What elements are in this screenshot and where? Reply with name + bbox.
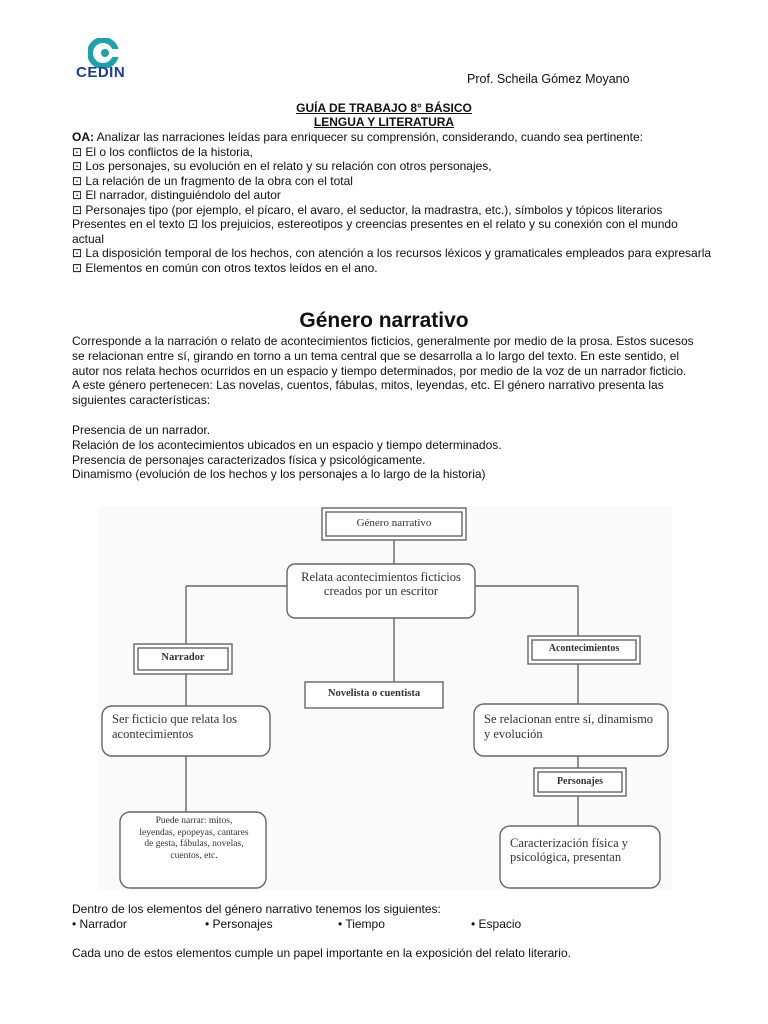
- bullet-glyph: ⊡: [72, 159, 83, 173]
- paragraph: A este género pertenecen: Las novelas, cuentos, fábulas, mitos, leyendas, etc. El género narrativo presenta las siguientes características:: [72, 378, 664, 408]
- cedin-logo: [76, 38, 140, 82]
- logo-text: CEDIN: [76, 64, 126, 81]
- oa-texto-a: Presentes en el texto: [72, 217, 189, 231]
- diagram-narrador: Narrador: [161, 652, 205, 663]
- diagram-puede-narrar: Puede narrar: mitos, leyendas, epopeyas, cantares de gesta, fábulas, novelas, cuentos, etc.: [139, 816, 249, 861]
- bullet-glyph: ⊡: [72, 202, 83, 217]
- subject-title: LENGUA Y LITERATURA: [313, 115, 455, 129]
- elements-section: [72, 902, 712, 933]
- element-item: • Personajes: [205, 917, 273, 931]
- concept-map: [98, 506, 672, 890]
- objectives-block: [72, 130, 712, 275]
- guide-title: GUÍA DE TRABAJO 8° BÁSICO: [296, 101, 472, 115]
- paragraph: Corresponde a la narración o relato de acontecimientos ficticios, generalmente por medio de la prosa. Estos sucesos se relacionan entre sí, girando en torno a un tema central que se desarrolla a lo largo del texto. En este sentido, el autor nos relata hechos ocurridos en un espacio y tiempo determinados, por medio de la voz de un narrador ficticio.: [72, 334, 694, 378]
- oa-item: Elementos en común con otros textos leídos en el ano.: [85, 260, 378, 275]
- diagram-caracterizacion: Caracterización física y psicológica, presentan: [510, 836, 628, 864]
- feature-item: Relación de los acontecimientos ubicados en un espacio y tiempo determinados.: [72, 437, 502, 452]
- bullet-glyph: ⊡: [72, 173, 83, 188]
- feature-item: Presencia de un narrador.: [72, 422, 211, 437]
- bullet-glyph: ⊡: [188, 217, 199, 231]
- bullet-glyph: ⊡: [72, 188, 83, 202]
- bullet-glyph: ⊡: [72, 260, 83, 275]
- elements-list: [72, 917, 712, 933]
- oa-item: Personajes tipo (por ejemplo, el pícaro, el avaro, el seductor, la madrastra, etc.), símbolos y tópicos literarios: [85, 202, 663, 217]
- oa-intro: Analizar las narraciones leídas para enriquecer su comprensión, considerando, cuando sea pertinente:: [94, 130, 643, 144]
- oa-label: OA:: [72, 130, 94, 144]
- professor-name: Prof. Scheila Gómez Moyano: [467, 72, 630, 86]
- diagram-acont-desc: Se relacionan entre sí, dinamismo y evolución: [484, 712, 654, 741]
- element-item: • Narrador: [72, 917, 127, 931]
- bullet-glyph: ⊡: [72, 144, 83, 159]
- feature-item: Dinamismo (evolución de los hechos y los personajes a lo largo de la historia): [72, 467, 486, 482]
- diagram-root: Género narrativo: [356, 517, 432, 529]
- section-heading: Género narrativo: [299, 309, 469, 332]
- diagram-center: Relata acontecimientos ficticios creados por un escritor: [301, 570, 461, 598]
- oa-item: La disposición temporal de los hechos, con atención a los recursos léxicos y gramaticales empleados para expresarla: [85, 246, 712, 260]
- element-item: • Tiempo: [338, 917, 385, 931]
- element-item: • Espacio: [471, 917, 522, 931]
- oa-item: Los personajes, su evolución en el relato y su relación con otros personajes,: [85, 159, 492, 173]
- oa-texto-b: los prejuicios, estereotipos y creencias presentes en el relato y su conexión con el mundo actual: [72, 217, 678, 246]
- oa-item: El o los conflictos de la historia,: [85, 144, 253, 159]
- diagram-acontecimientos: Acontecimientos: [548, 643, 620, 654]
- section-body: [72, 334, 696, 482]
- oa-item: La relación de un fragmento de la obra con el total: [85, 173, 353, 188]
- diagram-narrador-desc: Ser ficticio que relata los acontecimientos: [112, 712, 237, 741]
- elements-intro: Dentro de los elementos del género narrativo tenemos los siguientes:: [72, 902, 441, 916]
- bullet-glyph: ⊡: [72, 246, 83, 260]
- diagram-novelista: Novelista o cuentista: [327, 688, 421, 699]
- feature-item: Presencia de personajes caracterizados física y psicológicamente.: [72, 452, 426, 467]
- closing-text: Cada uno de estos elementos cumple un papel importante en la exposición del relato literario.: [72, 946, 571, 960]
- oa-item: El narrador, distinguiéndolo del autor: [85, 188, 281, 202]
- diagram-personajes: Personajes: [556, 776, 604, 787]
